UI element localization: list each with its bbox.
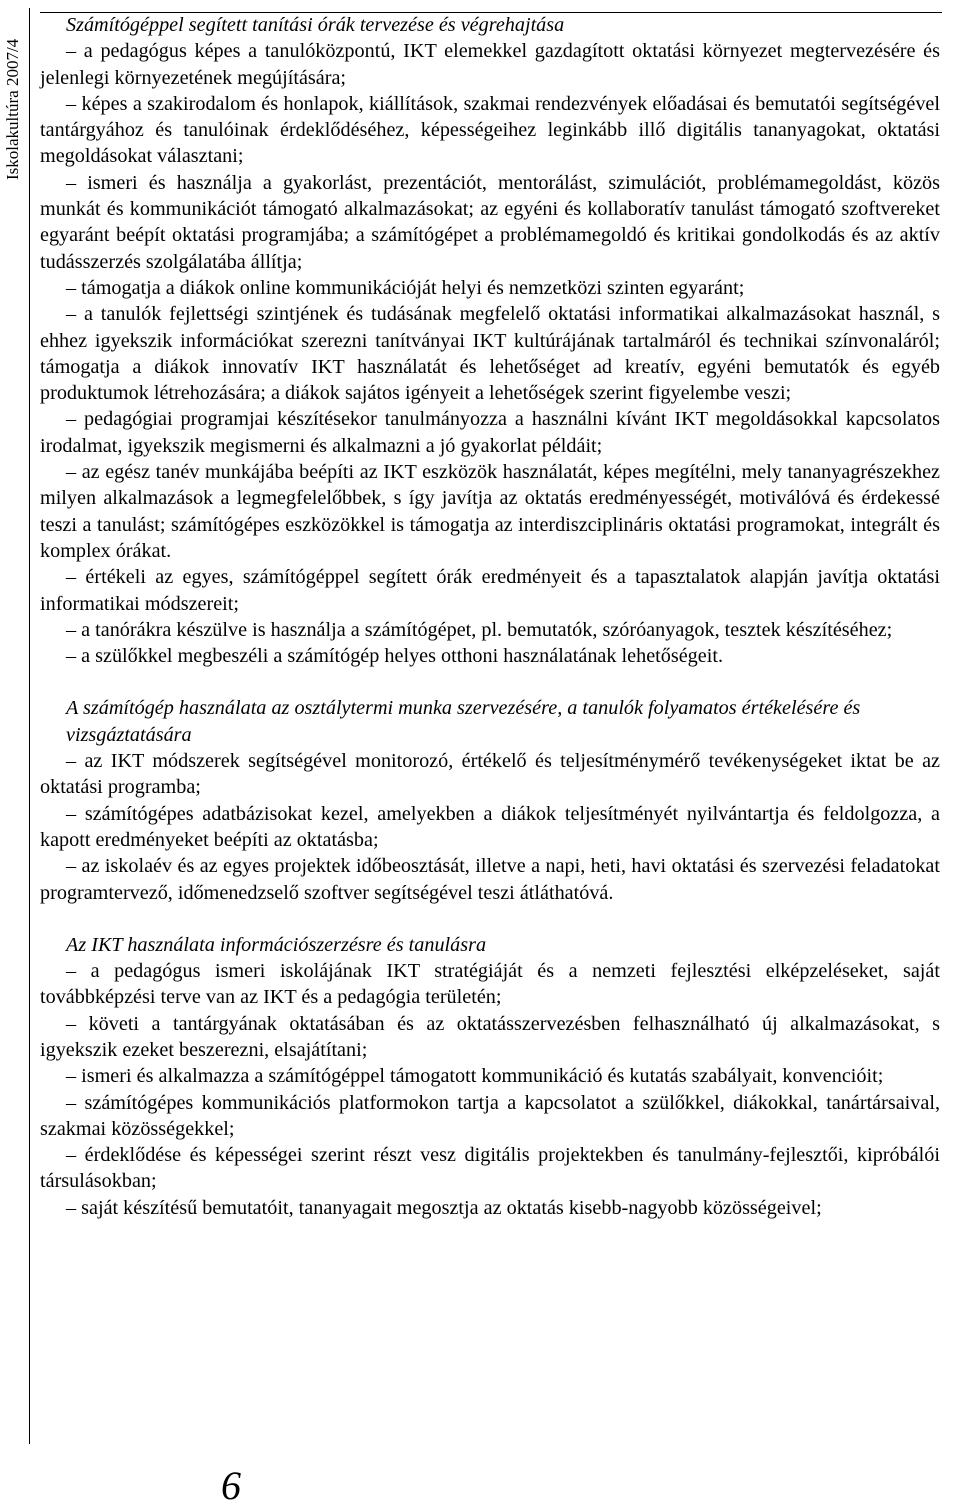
list-item: – az egész tanév munkájába beépíti az IKT eszközök használatát, képes megítélni, mely tananyagrészekhez milyen alkalmazások a legmegfelelőbbek, s így javítja az oktatás eredményességét, motiválóvá és érdekessé teszi a tanulást; számítógépes eszközökkel is támogatja az interdiszciplináris oktatási programokat, integrált és komplex órákat. (40, 461, 940, 562)
margin-rule (29, 8, 30, 1444)
list-item: – számítógépes kommunikációs platformokon tartja a kapcsolatot a szülőkkel, diákokkal, tanártársaival, szakmai közösségekkel; (40, 1091, 940, 1140)
list-item: – ismeri és alkalmazza a számítógéppel támogatott kommunikáció és kutatás szabályait, konvencióit; (66, 1065, 884, 1088)
list-item: – értékeli az egyes, számítógéppel segített órák eredményeit és a tapasztalatok alapján javítja oktatási informatikai módszereit; (40, 566, 940, 615)
body-text (40, 12, 940, 1247)
list-item: – támogatja a diákok online kommunikációját helyi és nemzetközi szinten egyaránt; (66, 276, 745, 299)
list-item: – a tanórákra készülve is használja a számítógépet, pl. bemutatók, szóróanyagok, tesztek készítéséhez; (66, 618, 893, 641)
section-classroom-organization (40, 695, 940, 905)
section-title: Számítógéppel segített tanítási órák tervezése és végrehajtása (66, 14, 565, 36)
list-item: – saját készítésű bemutatóit, tananyagait megosztja az oktatás kisebb-nagyobb közösségeivel; (66, 1196, 822, 1219)
list-item: – a pedagógus képes a tanulóközpontú, IKT elemekkel gazdagított oktatási környezet megtervezésére és jelenlegi környezetének megújítására; (40, 40, 940, 89)
list-item: – követi a tantárgyának oktatásában és az oktatásszervezésben felhasználható új alkalmazásokat, s igyekszik ezeket beszerezni, elsajátítani; (40, 1012, 940, 1061)
list-item: – a pedagógus ismeri iskolájának IKT stratégiáját és a nemzeti fejlesztési elképzeléseket, saját továbbképzési terve van az IKT és a pedagógia területén; (40, 960, 940, 1009)
section-information-learning (40, 932, 940, 1221)
list-item: – az IKT módszerek segítségével monitorozó, értékelő és teljesítménymérő tevékenységeket iktat be az oktatási programba; (40, 750, 940, 799)
list-item: – képes a szakirodalom és honlapok, kiállítások, szakmai rendezvények előadásai és bemutatói segítségével tantárgyához és tanulóinak érdeklődéséhez, képességeihez leginkább illő digitális tananyagokat, oktatási megoldásokat választani; (40, 92, 940, 168)
running-head: Iskolakultúra 2007/4 (3, 38, 22, 180)
list-item: – a tanulók fejlettségi szintjének és tudásának megfelelő oktatási informatikai alkalmazásokat használ, s ehhez igyekszik információkat szerezni tanítványai IKT kultúrájának tartalmáról és technikai színvonaláról; támogatja a diákok innovatív IKT használatát és lehetőséget ad kreatív, egyéni bemutatók és egyéb produktumok létrehozására; a diákok sajátos igényeit a lehetőségek szerint figyelembe veszi; (40, 303, 940, 405)
list-item: – érdeklődése és képességei szerint részt vesz digitális projektekben és tanulmány-fejlesztői, kipróbálói társulásokban; (40, 1144, 940, 1193)
list-item: – a szülőkkel megbeszéli a számítógép helyes otthoni használatának lehetőségeit. (66, 645, 723, 668)
list-item: – számítógépes adatbázisokat kezel, amelyekben a diákok teljesítményét nyilvántartja és feldolgozza, a kapott eredményeket beépíti az oktatásba; (40, 802, 940, 851)
section-title: A számítógép használata az osztálytermi munka szervezésére, a tanulók folyamatos értékelésére és vizsgáztatására (66, 697, 861, 746)
page-number: 6 (221, 1463, 241, 1506)
list-item: – pedagógiai programjai készítésekor tanulmányozza a használni kívánt IKT megoldásokkal kapcsolatos irodalmat, igyekszik megismerni és alkalmazni a jó gyakorlat példáit; (40, 408, 940, 457)
list-item: – az iskolaév és az egyes projektek időbeosztását, illetve a napi, heti, havi oktatási és szervezési feladatokat programtervező, időmenedzselő szoftver segítségével teszi átláthatóvá. (40, 855, 940, 904)
section-lesson-planning (40, 12, 940, 669)
list-item: – ismeri és használja a gyakorlást, prezentációt, mentorálást, szimulációt, problémamegoldást, közös munkát és kommunikációt támogató alkalmazásokat; az egyéni és kollaboratív tanulást támogató szoftvereket egyaránt beépít oktatási programjába; a számítógépet a problémamegoldó és kritikai gondolkodás és az aktív tudásszerzés szolgálatába állítja; (40, 171, 940, 273)
section-title: Az IKT használata információszerzésre és tanulásra (66, 933, 487, 956)
